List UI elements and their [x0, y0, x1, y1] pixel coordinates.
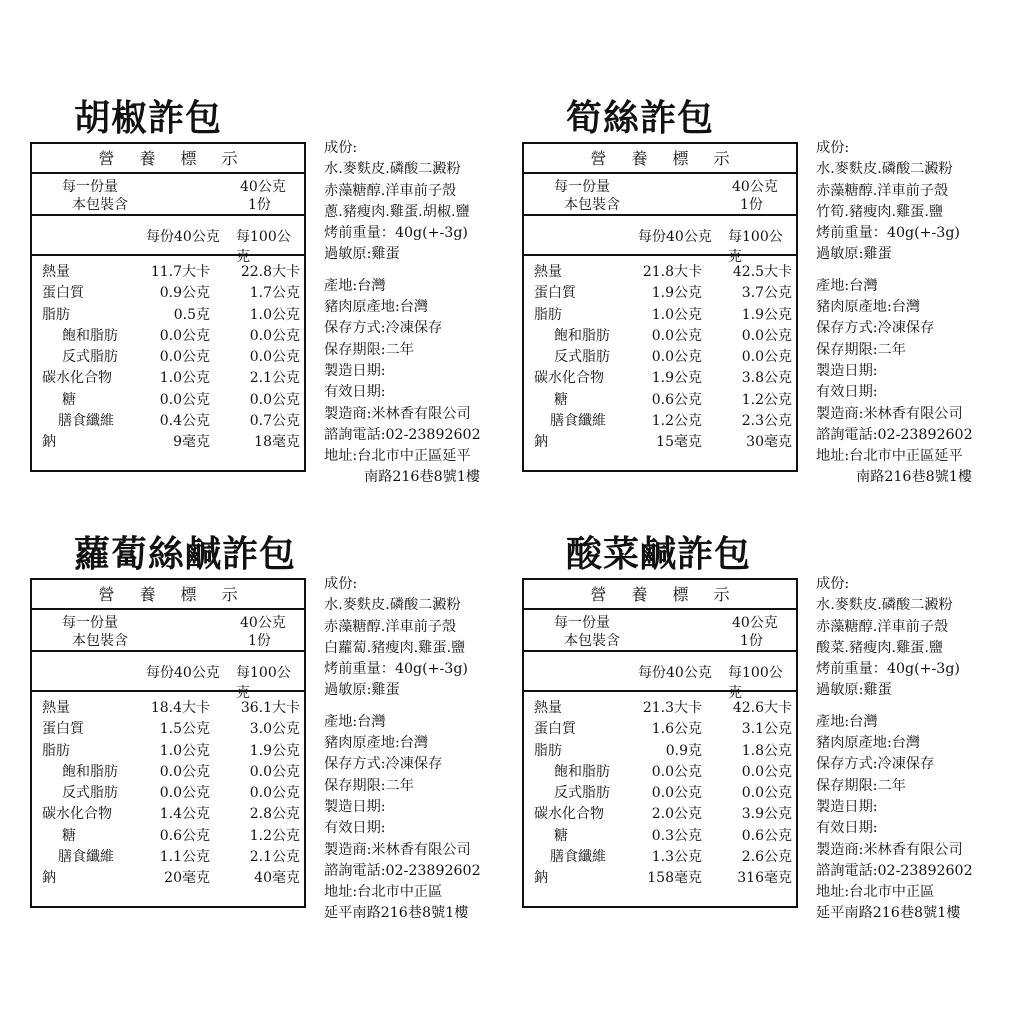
ingredients-label: 成份: — [324, 576, 358, 592]
phone-text: 諮詢電話:02-23892602 — [816, 862, 973, 879]
value-per-100g: 0.7公克 — [249, 413, 300, 430]
servings-value: 1份 — [740, 197, 763, 213]
nutrition-header: 營 養 標 示 — [524, 144, 796, 174]
nutrient-name: 脂肪 — [42, 742, 70, 759]
servings-value: 1份 — [248, 633, 271, 649]
value-per-serving: 0.0公克 — [159, 391, 210, 408]
nutrient-name: 熱量 — [42, 264, 70, 280]
nutrient-name: 碳水化合物 — [42, 370, 112, 387]
column-headers — [32, 216, 304, 265]
maker-text: 製造商:米林香有限公司 — [816, 405, 963, 422]
column-headers — [524, 652, 796, 701]
nutrient-name: 蛋白質 — [42, 721, 84, 738]
address-line-1: 地址:台北市中正區 — [324, 884, 443, 901]
address-line-2: 延平南路216巷8號1樓 — [816, 905, 961, 922]
col-per-serving: 每份40公克 — [146, 229, 220, 245]
per-serving-value: 40公克 — [732, 615, 778, 631]
shelf-life-text: 保存期限:二年 — [816, 341, 906, 358]
product-panel-4 — [522, 532, 1012, 952]
nutrient-row — [32, 804, 304, 825]
shelf-life-text: 保存期限:二年 — [324, 777, 414, 794]
product-title: 蘿蔔絲鹹詐包 — [74, 533, 297, 575]
value-per-100g: 3.8公克 — [741, 370, 792, 387]
product-title: 酸菜鹹詐包 — [566, 533, 752, 575]
value-per-100g: 40毫克 — [254, 870, 300, 887]
nutrient-name: 飽和脂肪 — [554, 763, 610, 780]
nutrient-row — [32, 826, 304, 847]
value-per-100g: 1.2公克 — [741, 391, 792, 408]
product-panel-3 — [30, 532, 520, 952]
allergen-text: 過敏原:雞蛋 — [816, 682, 892, 699]
nutrition-facts-box — [522, 142, 798, 472]
exp-date-text: 有效日期: — [816, 384, 878, 401]
nutrient-row — [32, 283, 304, 304]
nutrient-name: 蛋白質 — [42, 285, 84, 302]
ingredients-line: 水.麥麩皮.磷酸二澱粉 — [324, 161, 461, 178]
nutrient-row — [32, 432, 304, 453]
value-per-serving: 1.5公克 — [159, 721, 210, 738]
servings-label: 本包裝含 — [72, 197, 128, 213]
value-per-serving: 1.0公克 — [159, 370, 210, 387]
maker-text: 製造商:米林香有限公司 — [324, 841, 471, 858]
value-per-100g: 0.0公克 — [249, 391, 300, 408]
address-line-1: 地址:台北市中正區延平 — [816, 448, 963, 465]
value-per-serving: 0.0公克 — [159, 349, 210, 366]
nutrient-name: 糖 — [554, 827, 568, 844]
serving-info — [32, 610, 304, 652]
address-line-1: 地址:台北市中正區 — [816, 884, 935, 901]
weight-text: 烤前重量：40g(+-3g) — [816, 661, 960, 678]
servings-value: 1份 — [248, 197, 271, 213]
nutrient-row — [524, 347, 796, 368]
nutrient-name: 飽和脂肪 — [62, 763, 118, 780]
mfg-date-text: 製造日期: — [816, 798, 878, 815]
ingredients-line: 水.麥麩皮.磷酸二澱粉 — [816, 597, 953, 614]
nutrient-row — [32, 719, 304, 740]
nutrient-row — [32, 783, 304, 804]
value-per-100g: 2.1公克 — [249, 370, 300, 387]
value-per-serving: 1.0公克 — [651, 306, 702, 323]
exp-date-text: 有效日期: — [816, 820, 878, 837]
ingredients-line: 酸菜.豬瘦肉.雞蛋.鹽 — [816, 639, 944, 656]
nutrient-row — [32, 347, 304, 368]
value-per-100g: 36.1大卡 — [240, 700, 300, 716]
value-per-100g: 316毫克 — [737, 870, 792, 887]
per-serving-label: 每一份量 — [554, 179, 610, 195]
allergen-text: 過敏原:雞蛋 — [324, 682, 400, 699]
ingredients-line: 水.麥麩皮.磷酸二澱粉 — [816, 161, 953, 178]
value-per-serving: 11.7大卡 — [150, 264, 210, 280]
product-title: 胡椒詐包 — [74, 97, 223, 139]
column-headers — [32, 652, 304, 701]
nutrient-name: 膳食纖維 — [550, 413, 606, 430]
address-line-2: 南路216巷8號1樓 — [856, 469, 973, 486]
exp-date-text: 有效日期: — [324, 384, 386, 401]
pork-origin-text: 豬肉原產地:台灣 — [816, 735, 921, 752]
maker-text: 製造商:米林香有限公司 — [816, 841, 963, 858]
value-per-serving: 0.0公克 — [651, 349, 702, 366]
origin-text: 產地:台灣 — [816, 277, 878, 294]
ingredients-line: 蔥.豬瘦肉.雞蛋.胡椒.鹽 — [324, 203, 470, 220]
nutrient-name: 碳水化合物 — [42, 806, 112, 823]
nutrient-name: 蛋白質 — [534, 721, 576, 738]
value-per-100g: 3.0公克 — [249, 721, 300, 738]
storage-text: 保存方式:冷凍保存 — [324, 756, 443, 773]
nutrition-facts-box — [30, 578, 306, 908]
value-per-100g: 42.6大卡 — [732, 700, 792, 716]
ingredients-line: 赤藻糖醇.洋車前子殼 — [324, 182, 457, 199]
nutrient-name: 糖 — [62, 391, 76, 408]
ingredients-line: 赤藻糖醇.洋車前子殼 — [324, 618, 457, 635]
nutrient-row — [524, 368, 796, 389]
value-per-serving: 9毫克 — [173, 434, 210, 451]
nutrient-row — [32, 326, 304, 347]
nutrition-header: 營 養 標 示 — [32, 580, 304, 610]
phone-text: 諮詢電話:02-23892602 — [816, 426, 973, 443]
value-per-100g: 0.0公克 — [249, 763, 300, 780]
per-serving-value: 40公克 — [240, 179, 286, 195]
product-info — [816, 574, 1016, 925]
per-serving-label: 每一份量 — [554, 615, 610, 631]
per-serving-value: 40公克 — [732, 179, 778, 195]
nutrient-row — [524, 305, 796, 326]
nutrient-row — [524, 741, 796, 762]
value-per-100g: 2.8公克 — [249, 806, 300, 823]
value-per-serving: 0.9公克 — [159, 285, 210, 302]
nutrient-row — [32, 847, 304, 868]
nutrient-name: 蛋白質 — [534, 285, 576, 302]
value-per-serving: 1.9公克 — [651, 370, 702, 387]
col-per-100g: 每100公克 — [728, 229, 783, 265]
value-per-100g: 1.0公克 — [249, 306, 300, 323]
nutrient-name: 熱量 — [42, 700, 70, 716]
shelf-life-text: 保存期限:二年 — [816, 777, 906, 794]
storage-text: 保存方式:冷凍保存 — [816, 320, 935, 337]
per-serving-label: 每一份量 — [62, 615, 118, 631]
maker-text: 製造商:米林香有限公司 — [324, 405, 471, 422]
phone-text: 諮詢電話:02-23892602 — [324, 862, 481, 879]
value-per-serving: 18.4大卡 — [150, 700, 210, 716]
value-per-serving: 0.0公克 — [159, 763, 210, 780]
nutrient-name: 反式脂肪 — [554, 785, 610, 802]
product-info — [324, 574, 524, 925]
nutrient-row — [524, 698, 796, 719]
value-per-serving: 0.5克 — [173, 306, 210, 323]
value-per-100g: 0.0公克 — [249, 349, 300, 366]
product-panel-1 — [30, 96, 520, 516]
weight-text: 烤前重量：40g(+-3g) — [324, 661, 468, 678]
product-title: 筍絲詐包 — [566, 97, 715, 139]
value-per-serving: 0.6公克 — [159, 827, 210, 844]
nutrient-row — [32, 390, 304, 411]
pork-origin-text: 豬肉原產地:台灣 — [324, 299, 429, 316]
value-per-100g: 1.8公克 — [741, 742, 792, 759]
ingredients-line: 竹筍.豬瘦肉.雞蛋.鹽 — [816, 203, 944, 220]
nutrient-row — [524, 719, 796, 740]
nutrient-row — [524, 783, 796, 804]
col-per-100g: 每100公克 — [236, 229, 291, 265]
nutrient-name: 碳水化合物 — [534, 806, 604, 823]
nutrient-name: 反式脂肪 — [62, 349, 118, 366]
col-per-serving: 每份40公克 — [146, 665, 220, 681]
value-per-100g: 3.1公克 — [741, 721, 792, 738]
ingredients-label: 成份: — [324, 140, 358, 156]
value-per-100g: 1.9公克 — [741, 306, 792, 323]
value-per-serving: 20毫克 — [164, 870, 210, 887]
col-per-100g: 每100公克 — [728, 665, 783, 701]
storage-text: 保存方式:冷凍保存 — [324, 320, 443, 337]
address-line-1: 地址:台北市中正區延平 — [324, 448, 471, 465]
value-per-serving: 0.0公克 — [159, 785, 210, 802]
serving-info — [524, 174, 796, 216]
value-per-100g: 2.1公克 — [249, 849, 300, 866]
nutrient-row — [524, 762, 796, 783]
value-per-100g: 0.0公克 — [741, 785, 792, 802]
value-per-100g: 2.6公克 — [741, 849, 792, 866]
value-per-100g: 30毫克 — [746, 434, 792, 451]
nutrient-row — [524, 847, 796, 868]
address-line-2: 延平南路216巷8號1樓 — [324, 905, 469, 922]
origin-text: 產地:台灣 — [324, 277, 386, 294]
origin-text: 產地:台灣 — [816, 713, 878, 730]
nutrient-row — [32, 698, 304, 719]
mfg-date-text: 製造日期: — [816, 362, 878, 379]
value-per-serving: 0.0公克 — [651, 763, 702, 780]
value-per-serving: 0.9克 — [665, 742, 702, 759]
nutrient-name: 反式脂肪 — [554, 349, 610, 366]
value-per-serving: 1.6公克 — [651, 721, 702, 738]
col-per-serving: 每份40公克 — [638, 665, 712, 681]
nutrient-name: 糖 — [554, 391, 568, 408]
value-per-100g: 1.7公克 — [249, 285, 300, 302]
nutrient-row — [32, 262, 304, 283]
nutrient-rows — [32, 256, 304, 454]
nutrient-row — [32, 305, 304, 326]
nutrient-rows — [32, 692, 304, 890]
value-per-serving: 2.0公克 — [651, 806, 702, 823]
pork-origin-text: 豬肉原產地:台灣 — [324, 735, 429, 752]
per-serving-label: 每一份量 — [62, 179, 118, 195]
servings-label: 本包裝含 — [72, 633, 128, 649]
column-headers — [524, 216, 796, 265]
mfg-date-text: 製造日期: — [324, 362, 386, 379]
value-per-serving: 0.4公克 — [159, 413, 210, 430]
value-per-100g: 0.0公克 — [249, 785, 300, 802]
value-per-100g: 0.0公克 — [741, 327, 792, 344]
nutrient-name: 膳食纖維 — [550, 849, 606, 866]
nutrient-name: 脂肪 — [42, 306, 70, 323]
col-per-100g: 每100公克 — [236, 665, 291, 701]
nutrient-row — [32, 868, 304, 889]
phone-text: 諮詢電話:02-23892602 — [324, 426, 481, 443]
value-per-serving: 15毫克 — [656, 434, 702, 451]
address-line-2: 南路216巷8號1樓 — [364, 469, 481, 486]
nutrient-row — [524, 804, 796, 825]
product-info — [816, 138, 1016, 489]
servings-label: 本包裝含 — [564, 197, 620, 213]
product-info — [324, 138, 524, 489]
value-per-serving: 1.9公克 — [651, 285, 702, 302]
nutrition-facts-box — [30, 142, 306, 472]
nutrient-row — [524, 283, 796, 304]
allergen-text: 過敏原:雞蛋 — [816, 246, 892, 263]
nutrient-name: 飽和脂肪 — [554, 327, 610, 344]
nutrient-name: 飽和脂肪 — [62, 327, 118, 344]
nutrient-name: 鈉 — [42, 870, 56, 887]
nutrient-name: 反式脂肪 — [62, 785, 118, 802]
nutrient-row — [32, 741, 304, 762]
nutrient-row — [524, 826, 796, 847]
nutrient-rows — [524, 692, 796, 890]
value-per-100g: 0.0公克 — [741, 763, 792, 780]
value-per-100g: 0.0公克 — [741, 349, 792, 366]
ingredients-line: 水.麥麩皮.磷酸二澱粉 — [324, 597, 461, 614]
nutrient-row — [524, 432, 796, 453]
nutrient-name: 脂肪 — [534, 306, 562, 323]
weight-text: 烤前重量：40g(+-3g) — [816, 225, 960, 242]
servings-label: 本包裝含 — [564, 633, 620, 649]
value-per-serving: 1.2公克 — [651, 413, 702, 430]
nutrient-name: 鈉 — [534, 870, 548, 887]
nutrient-row — [524, 262, 796, 283]
servings-value: 1份 — [740, 633, 763, 649]
nutrient-row — [32, 368, 304, 389]
value-per-100g: 22.8大卡 — [240, 264, 300, 280]
nutrient-name: 膳食纖維 — [58, 413, 114, 430]
nutrient-name: 脂肪 — [534, 742, 562, 759]
nutrition-facts-box — [522, 578, 798, 908]
storage-text: 保存方式:冷凍保存 — [816, 756, 935, 773]
value-per-100g: 1.9公克 — [249, 742, 300, 759]
ingredients-line: 赤藻糖醇.洋車前子殼 — [816, 182, 949, 199]
value-per-serving: 21.3大卡 — [642, 700, 702, 716]
value-per-100g: 0.6公克 — [741, 827, 792, 844]
nutrient-name: 糖 — [62, 827, 76, 844]
ingredients-line: 白蘿蔔.豬瘦肉.雞蛋.鹽 — [324, 639, 466, 656]
nutrient-rows — [524, 256, 796, 454]
shelf-life-text: 保存期限:二年 — [324, 341, 414, 358]
value-per-100g: 3.9公克 — [741, 806, 792, 823]
ingredients-label: 成份: — [816, 576, 850, 592]
nutrient-name: 熱量 — [534, 264, 562, 280]
value-per-serving: 0.6公克 — [651, 391, 702, 408]
value-per-serving: 158毫克 — [647, 870, 702, 887]
nutrient-name: 鈉 — [534, 434, 548, 451]
value-per-serving: 21.8大卡 — [642, 264, 702, 280]
nutrient-name: 鈉 — [42, 434, 56, 451]
ingredients-label: 成份: — [816, 140, 850, 156]
value-per-serving: 1.0公克 — [159, 742, 210, 759]
origin-text: 產地:台灣 — [324, 713, 386, 730]
value-per-serving: 0.0公克 — [159, 327, 210, 344]
serving-info — [524, 610, 796, 652]
nutrient-row — [32, 411, 304, 432]
col-per-serving: 每份40公克 — [638, 229, 712, 245]
value-per-100g: 42.5大卡 — [732, 264, 792, 280]
value-per-serving: 1.4公克 — [159, 806, 210, 823]
product-panel-2 — [522, 96, 1012, 516]
serving-info — [32, 174, 304, 216]
value-per-serving: 1.1公克 — [159, 849, 210, 866]
ingredients-line: 赤藻糖醇.洋車前子殼 — [816, 618, 949, 635]
nutrient-row — [524, 411, 796, 432]
nutrient-row — [524, 390, 796, 411]
exp-date-text: 有效日期: — [324, 820, 386, 837]
value-per-serving: 0.0公克 — [651, 785, 702, 802]
allergen-text: 過敏原:雞蛋 — [324, 246, 400, 263]
value-per-100g: 3.7公克 — [741, 285, 792, 302]
nutrient-row — [524, 868, 796, 889]
nutrient-row — [524, 326, 796, 347]
weight-text: 烤前重量：40g(+-3g) — [324, 225, 468, 242]
value-per-100g: 18毫克 — [254, 434, 300, 451]
value-per-serving: 0.0公克 — [651, 327, 702, 344]
nutrient-name: 碳水化合物 — [534, 370, 604, 387]
nutrient-name: 膳食纖維 — [58, 849, 114, 866]
value-per-100g: 1.2公克 — [249, 827, 300, 844]
value-per-100g: 2.3公克 — [741, 413, 792, 430]
value-per-serving: 0.3公克 — [651, 827, 702, 844]
mfg-date-text: 製造日期: — [324, 798, 386, 815]
nutrient-row — [32, 762, 304, 783]
nutrition-header: 營 養 標 示 — [524, 580, 796, 610]
per-serving-value: 40公克 — [240, 615, 286, 631]
nutrient-name: 熱量 — [534, 700, 562, 716]
nutrition-header: 營 養 標 示 — [32, 144, 304, 174]
pork-origin-text: 豬肉原產地:台灣 — [816, 299, 921, 316]
value-per-100g: 0.0公克 — [249, 327, 300, 344]
value-per-serving: 1.3公克 — [651, 849, 702, 866]
